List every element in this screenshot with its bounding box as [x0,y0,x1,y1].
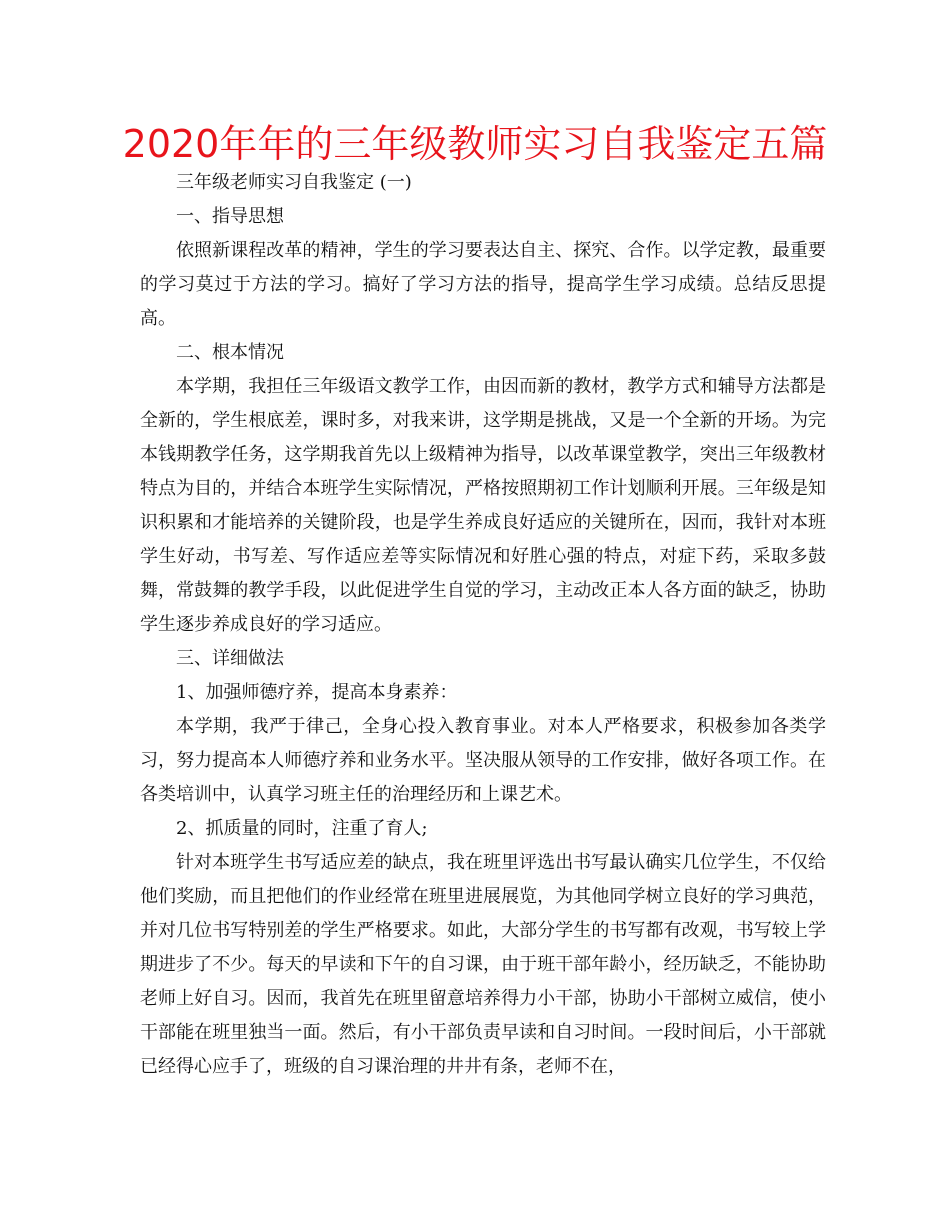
section-subtitle: 三年级老师实习自我鉴定 (一) [176,172,412,193]
paragraph-ethics: 本学期，我严于律己，全身心投入教育事业。对本人严格要求，积极参加各类学习，努力提高本人师德疗养和业务水平。坚决服从领导的工作安排，做好各项工作。在各类培训中，认真学习班主任的治理经历和上课艺术。 [140,716,826,805]
section-heading-guiding-thought: 一、指导思想 [176,206,284,227]
section-heading-basic-situation: 二、根本情况 [176,342,284,363]
paragraph-quality: 针对本班学生书写适应差的缺点，我在班里评选出书写最认确实几位学生，不仅给他们奖励，而且把他们的作业经常在班里进展展览，为其他同学树立良好的学习典范，并对几位书写特别差的学生严格要求。如此，大部分学生的书写都有改观，书写较上学期进步了不少。每天的早读和下午的自习课，由于班干部年龄小，经历缺乏，不能协助老师上好自习。因而，我首先在班里留意培养得力小干部，协助小干部树立威信，使小干部能在班里独当一面。然后，有小干部负责早读和自习时间。一段时间后，小干部就已经得心应手了，班级的自习课治理的井井有条，老师不在， [140,852,826,1077]
subheading-ethics: 1、加强师德疗养，提高本身素养： [176,682,458,703]
document-body [140,166,826,1084]
paragraph-guiding-thought: 依照新课程改革的精神，学生的学习要表达自主、探究、合作。以学定教，最重要的学习莫过于方法的学习。搞好了学习方法的指导，提高学生学习成绩。总结反思提高。 [140,240,826,329]
section-heading-detailed-practice: 三、详细做法 [176,648,284,669]
document-title: 2020年年的三年级教师实习自我鉴定五篇 [122,122,828,166]
subheading-quality: 2、抓质量的同时，注重了育人; [176,818,428,839]
paragraph-basic-situation: 本学期，我担任三年级语文教学工作，由因而新的教材，教学方式和辅导方法都是全新的，学生根底差，课时多，对我来讲，这学期是挑战，又是一个全新的开场。为完本钱期教学任务，这学期我首先以上级精神为指导，以改革课堂教学，突出三年级教材特点为目的，并结合本班学生实际情况，严格按照期初工作计划顺利开展。三年级是知识积累和才能培养的关键阶段，也是学生养成良好适应的关键所在，因而，我针对本班学生好动，书写差、写作适应差等实际情况和好胜心强的特点，对症下药，采取多鼓舞，常鼓舞的教学手段，以此促进学生自觉的学习，主动改正本人各方面的缺乏，协助学生逐步养成良好的学习适应。 [140,376,826,635]
